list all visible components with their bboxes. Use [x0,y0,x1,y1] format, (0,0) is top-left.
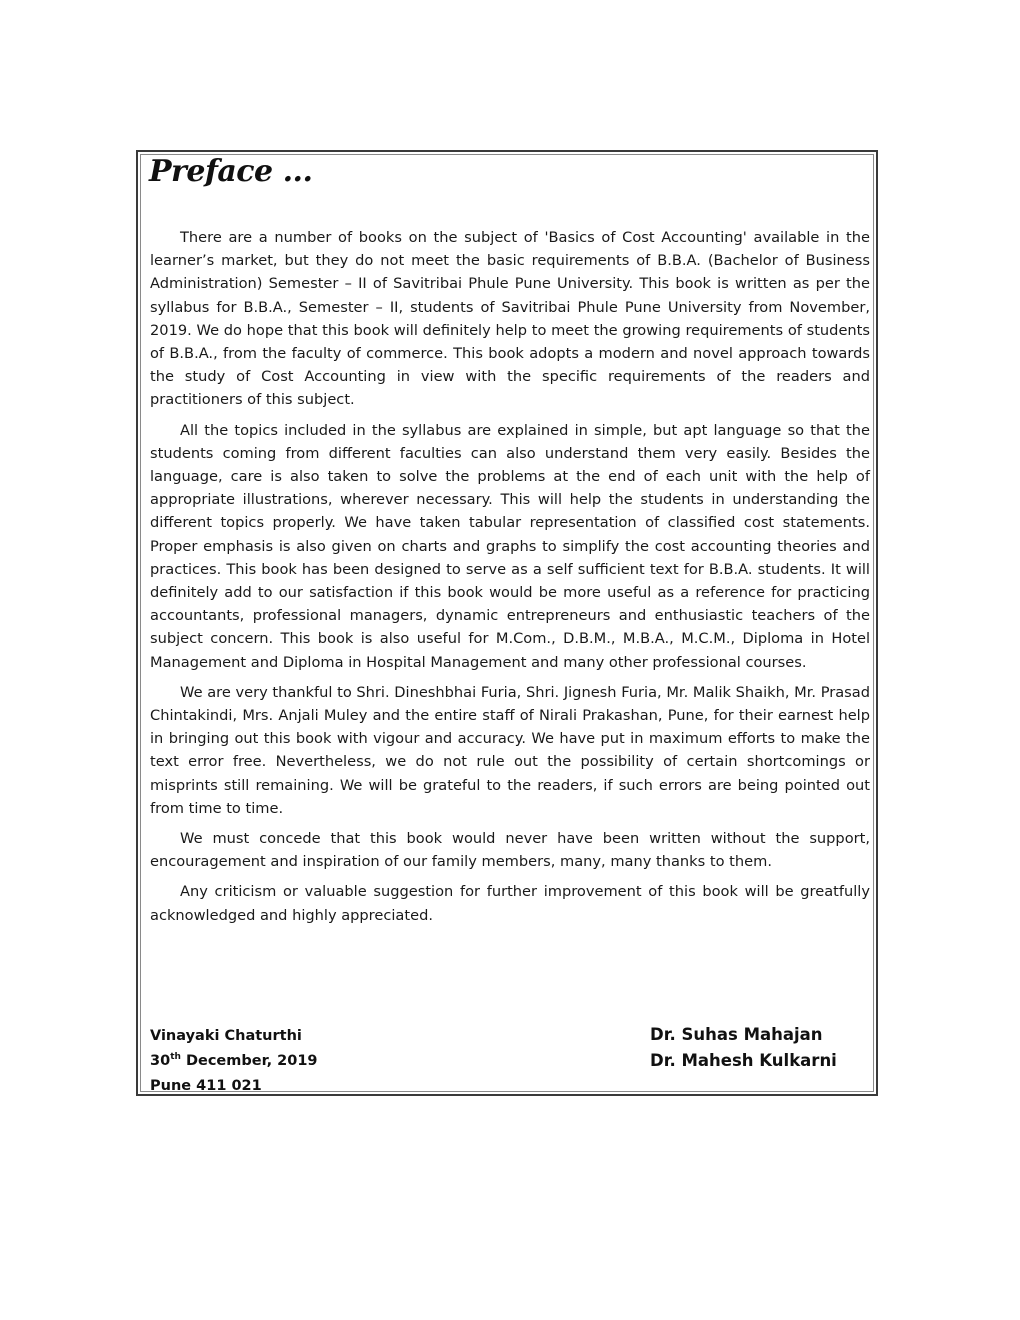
paragraph-2: All the topics included in the syllabus are explained in simple, but apt language so that the students coming from different faculties can also understand them very easily. Besides the language, care is also taken to solve the problems at the end of each unit with the help of appropriate illustrations, wherever necessary. This will help the students in understanding the different topics properly. We have taken tabular representation of classified cost statements. Proper emphasis is also given on charts and graphs to simplify the cost accounting theories and practices. This book has been designed to serve as a self sufficient text for B.B.A. students. It will definitely add to our satisfaction if this book would be more useful as a reference for practicing accountants, professional managers, dynamic entrepreneurs and enthusiastic teachers of the subject concern. This book is also useful for M.Com., D.B.M., M.B.A., M.C.M., Diploma in Hotel Management and Diploma in Hospital Management and many other professional courses. [150,421,870,671]
date-suffix: th [170,1052,181,1063]
signature-place-date [150,1024,318,1099]
paragraph-5: Any criticism or valuable suggestion for further improvement of this book will be greatfully acknowledged and highly appreciated. [150,883,870,924]
date-rest: December, 2019 [180,1053,318,1069]
preface-body [150,226,870,934]
paragraph-1: There are a number of books on the subject of 'Basics of Cost Accounting' available in the learner’s market, but they do not meet the basic requirements of B.B.A. (Bachelor of Business Administration) Semester – II of Savitribai Phule Pune University. This book is written as per the syllabus for B.B.A., Semester – II, students of Savitribai Phule Pune University from November, 2019. We do hope that this book will definitely help to meet the growing requirements of students of B.B.A., from the faculty of commerce. This book adopts a modern and novel approach towards the study of Cost Accounting in view with the specific requirements of the readers and practitioners of this subject. [150,229,870,409]
author-name-1: Dr. Suhas Mahajan [650,1025,823,1044]
paragraph-4: We must concede that this book would never have been written without the support, encouragement and inspiration of our family members, many, many thanks to them. [150,830,870,871]
date-text [150,1049,318,1074]
date-day: 30 [150,1053,171,1069]
author-name-2: Dr. Mahesh Kulkarni [650,1051,837,1070]
paragraph-3: We are very thankful to Shri. Dineshbhai Furia, Shri. Jignesh Furia, Mr. Malik Shaikh, Mr. Prasad Chintakindi, Mrs. Anjali Muley and the entire staff of Nirali Prakashan, Pune, for their earnest help in bringing out this book with vigour and accuracy. We have put in maximum efforts to make the text error free. Nevertheless, we do not rule out the possibility of certain shortcomings or misprints still remaining. We will be grateful to the readers, if such errors are being pointed out from time to time. [150,683,870,817]
page-title: Preface ... [149,154,313,189]
place-text: Pune 411 021 [150,1078,262,1094]
occasion-text: Vinayaki Chaturthi [150,1028,302,1044]
signature-authors [650,1022,837,1074]
